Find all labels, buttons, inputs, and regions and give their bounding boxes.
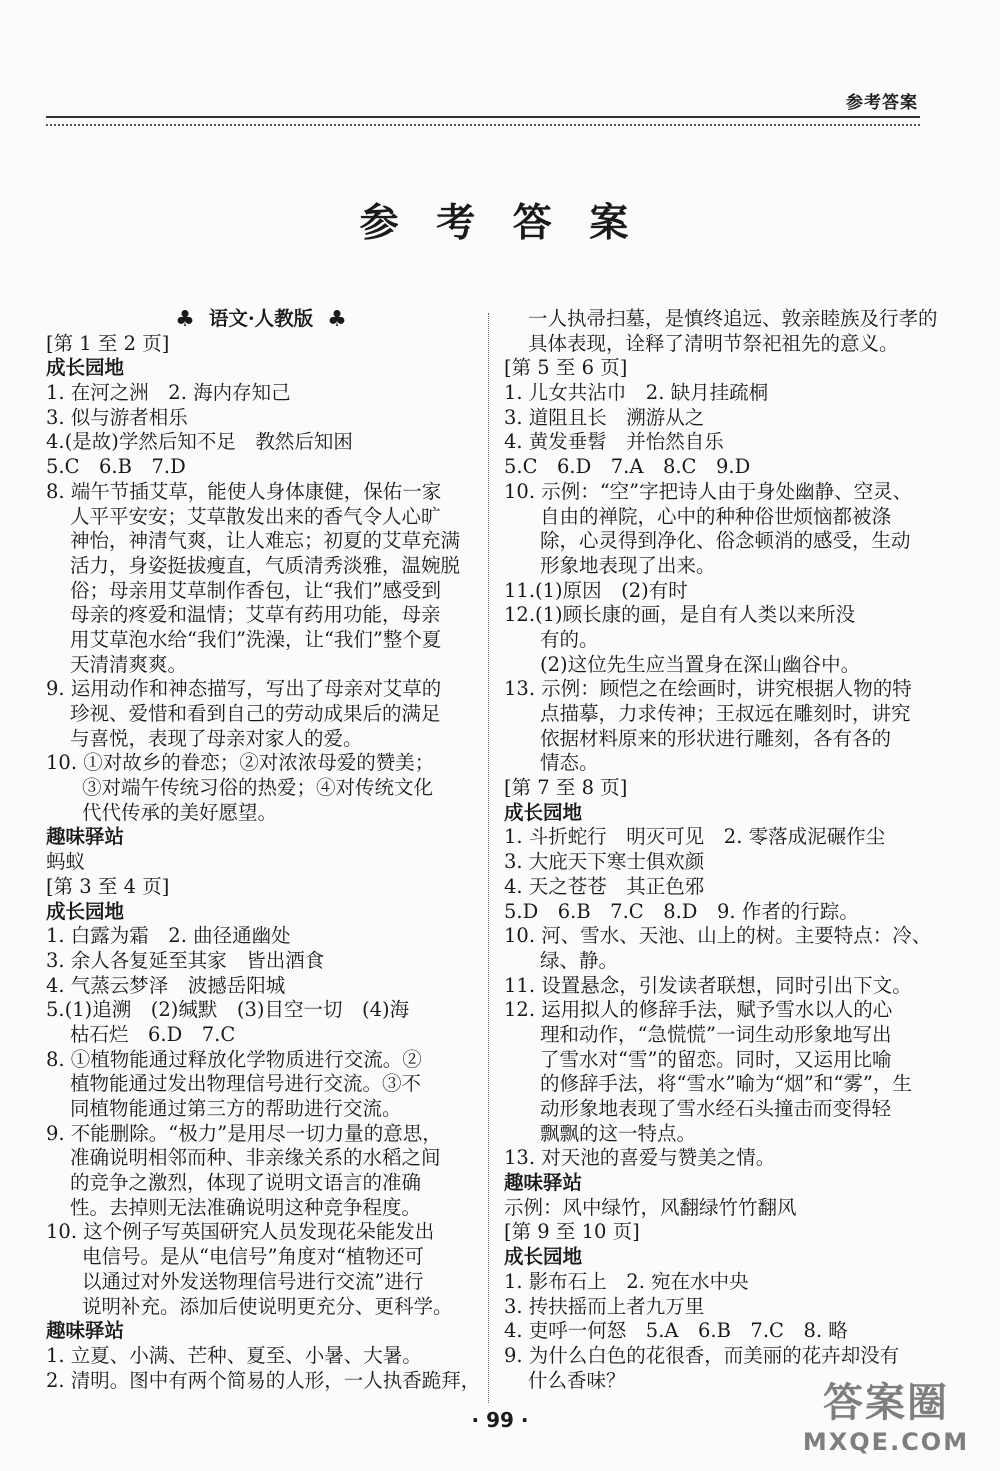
page-range-label: [第 5 至 6 页]	[504, 356, 628, 380]
answer-line: 具体表现，诠释了清明节祭祀祖先的意义。	[528, 331, 899, 355]
answer-line: 5.C 6.B 7.D	[46, 455, 186, 479]
section-heading: 成长园地	[46, 899, 125, 923]
answer-line: 自由的禅院，心中的种种俗世烦恼都被涤	[540, 504, 892, 528]
answer-line: 4. 黄发垂髫 并怡然自乐	[504, 430, 724, 454]
answer-line: 4. 吏呼一何怒 5.A 6.B 7.C 8. 略	[504, 1319, 848, 1343]
answer-line: 形象地表现了出来。	[540, 553, 716, 577]
answer-line: 除，心灵得到净化、俗念顿消的感受，生动	[540, 529, 911, 553]
answer-line: 11. 设置悬念，引发读者联想，同时引出下文。	[504, 973, 912, 997]
answer-line: 准确说明相邻而种、非亲缘关系的水稻之间	[70, 1146, 441, 1170]
answer-line: 3. 抟扶摇而上者九万里	[504, 1294, 705, 1318]
section-heading: 成长园地	[504, 800, 583, 824]
answer-line: 10. 示例：“空”字把诗人由于身处幽静、空灵、	[504, 479, 913, 503]
answer-line: 8. 端午节插艾草，能使人身体康健，保佑一家	[46, 479, 442, 503]
running-header: 参考答案	[846, 93, 918, 113]
answer-line: 4.(是故)学然后知不足 教然后知困	[46, 430, 353, 454]
answer-line: 活力，身姿挺拔瘦直，气质清秀淡雅，温婉脱	[70, 553, 461, 577]
answer-line: 俗；母亲用艾草制作香包，让“我们”感受到	[70, 578, 441, 602]
answer-line: 天清清爽爽。	[70, 652, 188, 676]
answer-line: 1. 斗折蛇行 明灭可见 2. 零落成泥碾作尘	[504, 825, 886, 849]
answer-line: 用艾草泡水给“我们”洗澡，让“我们”整个夏	[70, 627, 442, 651]
answer-line: 8. ①植物能通过释放化学物质进行交流。②	[46, 1047, 422, 1071]
answer-line: 人平平安安；艾草散发出来的香气令人心旷	[70, 504, 441, 528]
answer-line: 12.(1)顾长康的画，是自有人类以来所没	[504, 603, 856, 627]
answer-line: 1. 立夏、小满、芒种、夏至、小暑、大暑。	[46, 1343, 422, 1367]
left-column	[46, 306, 481, 1393]
column-divider	[488, 313, 489, 1403]
answer-line: 代代传承的美好愿望。	[82, 800, 278, 824]
answer-line: 10. 这个例子写英国研究人员发现花朵能发出	[46, 1220, 435, 1244]
answer-line: 绿、静。	[540, 948, 619, 972]
answer-line: 10. ①对故乡的眷恋；②对浓浓母爱的赞美；	[46, 751, 435, 775]
answer-line: 母亲的疼爱和温情；艾草有药用功能，母亲	[70, 603, 441, 627]
answer-line: 枯石烂 6.D 7.C	[70, 1022, 236, 1046]
answer-line: 1. 儿女共沾巾 2. 缺月挂疏桐	[504, 381, 769, 405]
answer-line: 动形象地表现了雪水经石头撞击而变得轻	[540, 1097, 892, 1120]
answer-line: 以通过对外发送物理信号进行交流”进行	[82, 1269, 424, 1293]
answer-line: 植物能通过发出物理信号进行交流。③不	[70, 1072, 422, 1096]
answer-line: 13. 示例：顾恺之在绘画时，讲究根据人物的特	[504, 677, 912, 701]
page-range-label: [第 7 至 8 页]	[504, 776, 628, 800]
answer-line: 2. 清明。图中有两个简易的人形，一人执香跪拜，	[46, 1368, 481, 1392]
answer-line: 1. 在河之洲 2. 海内存知己	[46, 381, 291, 405]
answer-line: 1. 白露为霜 2. 曲径通幽处	[46, 924, 291, 948]
answer-line: 3. 大庇天下寒士俱欢颜	[504, 850, 705, 874]
page-range-label: [第 1 至 2 页]	[46, 331, 170, 355]
answer-line: 珍视、爱惜和看到自己的劳动成果后的满足	[70, 702, 441, 725]
club-icon: ♣	[327, 306, 347, 332]
answer-line: 9. 运用动作和神态描写，写出了母亲对艾草的	[46, 677, 442, 701]
right-column	[504, 307, 944, 1393]
section-heading: 成长园地	[504, 1245, 583, 1269]
answer-line: 说明补充。添加后使说明更充分、更科学。	[82, 1294, 453, 1318]
subject-heading	[46, 307, 476, 332]
section-heading: 趣味驿站	[504, 1171, 583, 1195]
answer-line: 3. 似与游者相乐	[46, 405, 188, 429]
answer-line: (2)这位先生应当置身在深山幽谷中。	[540, 652, 861, 676]
page-range-label: [第 3 至 4 页]	[46, 874, 170, 898]
page-range-label: [第 9 至 10 页]	[504, 1220, 640, 1244]
answer-line: 12. 运用拟人的修辞手法，赋予雪水以人的心	[504, 998, 893, 1022]
club-icon: ♣	[175, 306, 195, 332]
answer-line: 的竞争之激烈，体现了说明文语言的准确	[70, 1171, 422, 1195]
header-rule	[46, 116, 920, 118]
answer-line: 1. 影布石上 2. 宛在水中央	[504, 1269, 749, 1293]
answer-line: 3. 道阻且长 溯游从之	[504, 405, 705, 429]
answer-line: 蚂蚁	[46, 850, 86, 874]
page-title: 参 考 答 案	[359, 201, 641, 246]
answer-line: 一人执帚扫墓，是慎终追远、敦亲睦族及行孝的	[528, 307, 938, 330]
answer-line: 神怡，神清气爽，让人难忘；初夏的艾草充满	[70, 529, 461, 553]
section-heading: 趣味驿站	[46, 1319, 125, 1343]
answer-line: 4. 气蒸云梦泽 波撼岳阳城	[46, 973, 286, 997]
watermark-logo	[786, 1371, 986, 1461]
section-heading: 成长园地	[46, 356, 125, 380]
watermark-main: 答案圈	[823, 1380, 949, 1426]
header-dotted-rule	[46, 124, 920, 126]
answer-line: 同植物能通过第三方的帮助进行交流。	[70, 1097, 402, 1120]
answer-line: 5.C 6.D 7.A 8.C 9.D	[504, 455, 751, 479]
answer-line: 13. 对天池的喜爱与赞美之情。	[504, 1146, 776, 1170]
answer-line: 10. 河、雪水、天池、山上的树。主要特点：冷、	[504, 924, 932, 948]
answer-line: 9. 不能删除。“极力”是用尽一切力量的意思，	[46, 1121, 442, 1145]
page-number: · 99 ·	[471, 1408, 529, 1432]
answer-line: 电信号。是从“电信号”角度对“植物还可	[82, 1245, 424, 1269]
answer-line: 什么香味？	[528, 1368, 626, 1392]
answer-line: 飘飘的这一特点。	[540, 1121, 697, 1145]
answer-line: 的修辞手法，将“雪水”喻为“烟”和“雾”，生	[540, 1072, 912, 1096]
answer-line: 情态。	[540, 751, 599, 775]
answer-line: ③对端午传统习俗的热爱；④对传统文化	[82, 776, 434, 800]
answer-line: 9. 为什么白色的花很香，而美丽的花卉却没有	[504, 1343, 900, 1367]
answer-line: 依据材料原来的形状进行雕刻，各有各的	[540, 726, 892, 750]
answer-line: 11.(1)原因 (2)有时	[504, 578, 688, 602]
answer-line: 4. 天之苍苍 其正色邪	[504, 874, 705, 898]
answer-line: 5.(1)追溯 (2)缄默 (3)目空一切 (4)海	[46, 998, 410, 1022]
answer-line: 与喜悦，表现了母亲对家人的爱。	[70, 726, 363, 750]
answer-line: 有的。	[540, 627, 599, 651]
subject-label: 语文·人教版	[208, 307, 314, 330]
answer-line: 3. 余人各复延至其家 皆出酒食	[46, 948, 325, 972]
answer-line: 理和动作，“急慌慌”一词生动形象地写出	[540, 1022, 892, 1046]
answer-line: 性。去掉则无法准确说明这种竞争程度。	[70, 1195, 422, 1219]
section-heading: 趣味驿站	[46, 825, 125, 849]
answer-line: 点描摹，力求传神；王叔远在雕刻时，讲究	[540, 702, 911, 725]
watermark-sub: MXQE.COM	[802, 1428, 970, 1456]
answer-line: 示例：风中绿竹，风翻绿竹竹翻风	[504, 1195, 797, 1219]
answer-line: 5.D 6.B 7.C 8.D 9. 作者的行踪。	[504, 899, 859, 923]
answer-line: 了雪水对“雪”的留恋。同时，又运用比喻	[540, 1047, 892, 1071]
